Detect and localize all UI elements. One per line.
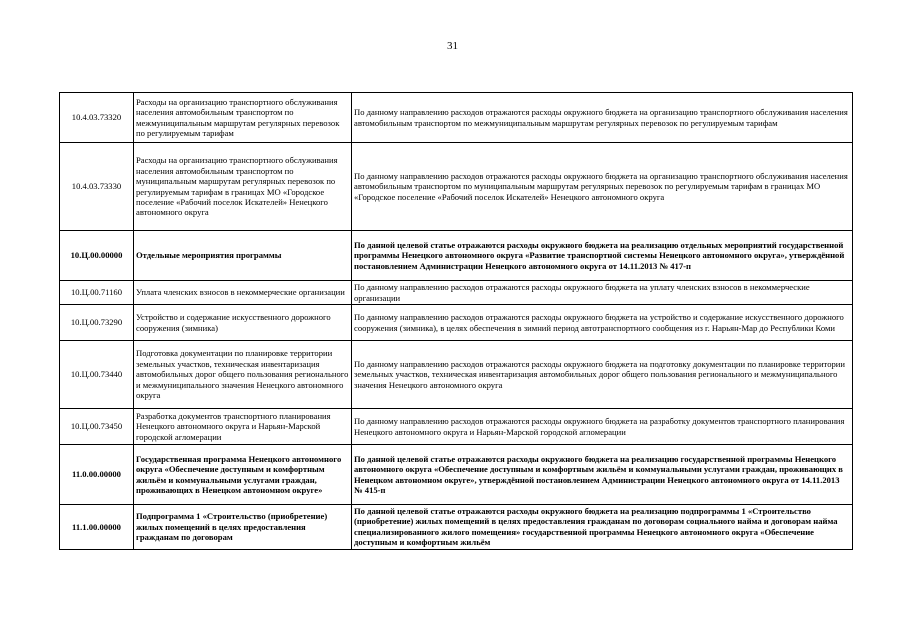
budget-classification-table: [59, 92, 853, 550]
name-cell: Подготовка документации по планировке территории земельных участков, техническая инвентаризация автомобильных дорог общего пользования регионального и межмуниципального значения Ненецкого автономного округа: [134, 341, 352, 409]
name-cell: Государственная программа Ненецкого автономного округа «Обеспечение доступным и комфортным жильём и коммунальными услугами граждан, проживающих в Ненецком автономном округе»: [134, 445, 352, 505]
code-cell: 10.Ц.00.73290: [60, 305, 134, 341]
table-row: [60, 93, 853, 143]
table-row: [60, 445, 853, 505]
table-row: [60, 305, 853, 341]
code-cell: 10.4.03.73330: [60, 143, 134, 231]
name-cell: Подпрограмма 1 «Строительство (приобретение) жилых помещений в целях предоставления гражданам по договорам: [134, 505, 352, 550]
description-cell: По данному направлению расходов отражаются расходы окружного бюджета на подготовку документации по планировке территории земельных участков, техническая инвентаризация автомобильных дорог общего пользования регионального и межмуниципального значения Ненецкого автономного округа: [352, 341, 853, 409]
description-cell: По данному направлению расходов отражаются расходы окружного бюджета на разработку документов транспортного планирования Ненецкого автономного округа и Нарьян-Марской городской агломерации: [352, 409, 853, 445]
name-cell: Расходы на организацию транспортного обслуживания населения автомобильным транспортом по муниципальным маршрутам регулярных перевозок по регулируемым тарифам в границах МО «Городское поселение «Рабочий поселок Искателей» Ненецкого автономного округа: [134, 143, 352, 231]
code-cell: 10.Ц.00.73440: [60, 341, 134, 409]
table-row: [60, 281, 853, 305]
table-row: [60, 143, 853, 231]
description-cell: По данной целевой статье отражаются расходы окружного бюджета на реализацию подпрограммы 1 «Строительство (приобретение) жилых помещений в целях предоставления гражданам по договорам социального найма и договорам найма специализированного жилого помещения» государственной программы Ненецкого автономного округа «Обеспечение доступным и комфортным жильём: [352, 505, 853, 550]
code-cell: 10.Ц.00.73450: [60, 409, 134, 445]
code-cell: 11.1.00.00000: [60, 505, 134, 550]
name-cell: Отдельные мероприятия программы: [134, 231, 352, 281]
description-cell: По данному направлению расходов отражаются расходы окружного бюджета на организацию транспортного обслуживания населения автомобильным транспортом по межмуниципальным маршрутам регулярных перевозок по регулируемым тарифам: [352, 93, 853, 143]
name-cell: Устройство и содержание искусственного дорожного сооружения (зимника): [134, 305, 352, 341]
table-row: [60, 409, 853, 445]
name-cell: Расходы на организацию транспортного обслуживания населения автомобильным транспортом по межмуниципальным маршрутам регулярных перевозок по регулируемым тарифам: [134, 93, 352, 143]
code-cell: 10.Ц.00.71160: [60, 281, 134, 305]
name-cell: Разработка документов транспортного планирования Ненецкого автономного округа и Нарьян-Марской городской агломерации: [134, 409, 352, 445]
name-cell: Уплата членских взносов в некоммерческие организации: [134, 281, 352, 305]
table-row: [60, 341, 853, 409]
table-row: [60, 505, 853, 550]
description-cell: По данному направлению расходов отражаются расходы окружного бюджета на устройство и содержание искусственного дорожного сооружения (зимника), в целях обеспечения в зимний период автотранспортного сообщения из г. Нарьян-Мар до Республики Коми: [352, 305, 853, 341]
code-cell: 10.Ц.00.00000: [60, 231, 134, 281]
description-cell: По данному направлению расходов отражаются расходы окружного бюджета на уплату членских взносов в некоммерческие организации: [352, 281, 853, 305]
description-cell: По данной целевой статье отражаются расходы окружного бюджета на реализацию отдельных мероприятий государственной программы Ненецкого автономного округа «Развитие транспортной системы Ненецкого автономного округа», утверждённой постановлением Администрации Ненецкого автономного округа от 14.11.2013 № 417-п: [352, 231, 853, 281]
page-number: 31: [447, 40, 458, 52]
description-cell: По данной целевой статье отражаются расходы окружного бюджета на реализацию государственной программы Ненецкого автономного округа «Обеспечение доступным и комфортным жильём и коммунальными услугами граждан, проживающих в Ненецком автономном округе», утверждённой постановлением Администрации Ненецкого автономного округа от 14.11.2013 № 415-п: [352, 445, 853, 505]
code-cell: 11.0.00.00000: [60, 445, 134, 505]
table-body: [60, 93, 853, 550]
table-row: [60, 231, 853, 281]
description-cell: По данному направлению расходов отражаются расходы окружного бюджета на организацию транспортного обслуживания населения автомобильным транспортом по муниципальным маршрутам регулярных перевозок по регулируемым тарифам в границах МО «Городское поселение «Рабочий поселок Искателей» Ненецкого автономного округа: [352, 143, 853, 231]
code-cell: 10.4.03.73320: [60, 93, 134, 143]
